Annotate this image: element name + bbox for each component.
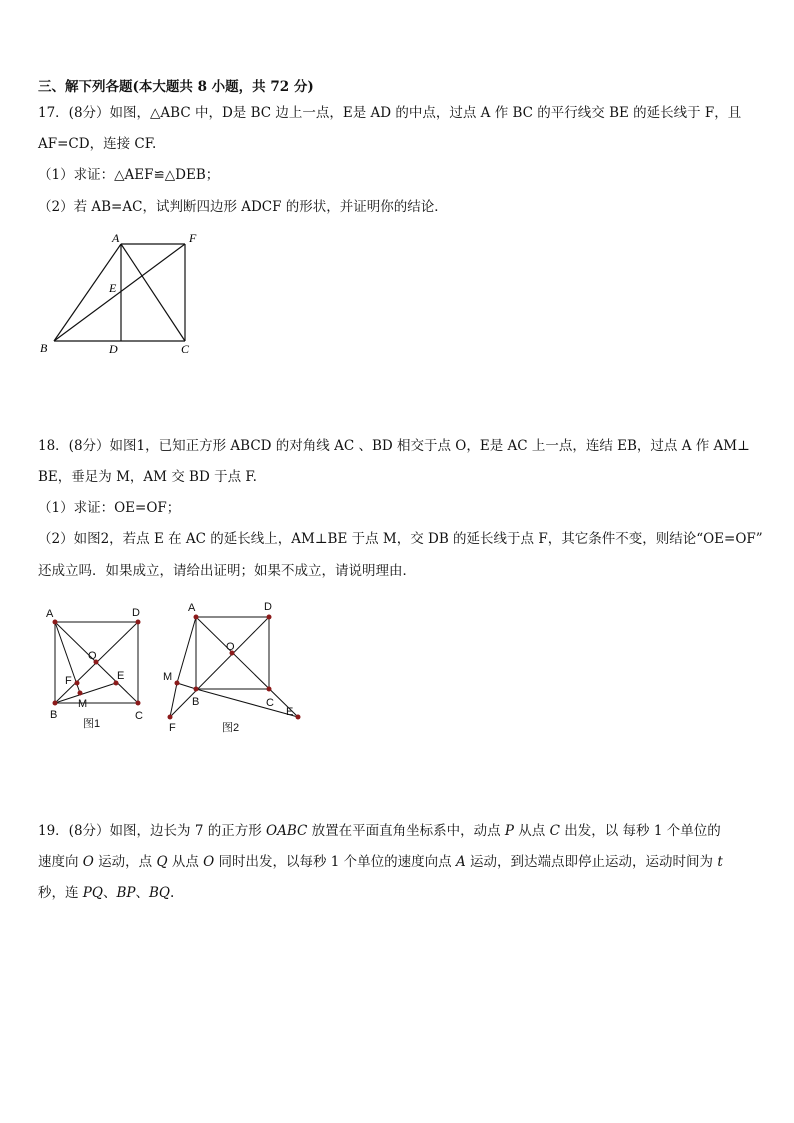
fig1-label-D: D (132, 607, 140, 619)
fig1-label-A: A (46, 608, 54, 620)
segment-MB (177, 683, 196, 689)
line-ACE (196, 617, 298, 717)
q19-text: 、 (135, 885, 149, 901)
q19-text: 19．(8分）如图，边长为 7 的正方形 (38, 823, 266, 839)
point-A-2 (194, 615, 199, 620)
line-DBF (170, 617, 269, 717)
q18-line2: BE，垂足为 M，AM 交 BD 于点 F. (38, 469, 257, 485)
label-D: D (109, 342, 118, 356)
q18-part2-line2: 还成立吗．如果成立，请给出证明；如果不成立，请说明理由． (38, 563, 416, 579)
segment-AM-2 (177, 617, 196, 683)
q17-part2: （2）若 AB=AC，试判断四边形 ADCF 的形状，并证明你的结论． (38, 199, 448, 215)
fig2-label-M: M (163, 671, 173, 683)
q19-var-OABC: OABC (266, 823, 308, 839)
q19-text: 放置在平面直角坐标系中，动点 (307, 823, 505, 839)
q19-text: 从点 (167, 854, 204, 870)
q17-part1: （1）求证：△AEF≌△DEB； (38, 167, 220, 183)
point-D-2 (267, 615, 272, 620)
q19-var-O: O (203, 854, 215, 870)
q19-text: 速度向 (38, 854, 83, 870)
fig1-label-C: C (135, 710, 143, 722)
q19-text: . (169, 885, 175, 901)
fig1-label-O: O (88, 650, 97, 662)
q19-var-Q: Q (156, 854, 168, 870)
fig2-label-E: E (286, 706, 294, 718)
q19-line1 (38, 822, 721, 840)
fig1-label-M: M (78, 698, 88, 710)
q19-var-P: P (504, 823, 515, 839)
fig1-caption: 图1 (83, 718, 101, 730)
q17-line1: 17．(8分）如图，△ABC 中，D是 BC 边上一点，E是 AD 的中点，过点 A 作 BC 的平行线交 BE 的延长线于 F，且 (38, 105, 742, 121)
q19-text: 运动，点 (93, 854, 157, 870)
fig2-label-O: O (226, 641, 235, 653)
fig2-label-B: B (192, 696, 200, 708)
q19-var-t: t (717, 854, 723, 870)
q19-var-PQ: PQ (82, 885, 103, 901)
q19-var-O: O (82, 854, 94, 870)
q18-part2-line1: （2）如图2，若点 E 在 AC 的延长线上，AM⊥BE 于点 M，交 DB 的延长线于点 F，其它条件不变，则结论“OE=OF” (38, 531, 763, 547)
fig1-label-F: F (65, 675, 72, 687)
fig2-label-A: A (188, 602, 196, 614)
q19-line2 (38, 853, 723, 871)
q19-line3 (38, 884, 174, 902)
q18-part1: （1）求证：OE=OF； (38, 500, 181, 516)
q19-text: 、 (102, 885, 117, 901)
q19-var-BP: BP (116, 885, 136, 901)
q19-text: 从点 (514, 823, 550, 839)
q19-var-A: A (455, 854, 466, 870)
segment-BE-2 (196, 689, 298, 717)
segment-MF (170, 683, 177, 717)
q19-var-C: C (549, 823, 560, 839)
q17-line2: AF=CD，连接 CF. (38, 136, 157, 152)
label-B: B (40, 341, 48, 355)
label-C: C (181, 342, 190, 356)
fig2-caption: 图2 (222, 722, 240, 734)
q19-text: 运动，到达端点即停止运动，运动时间为 (465, 854, 718, 870)
fig1-label-E: E (117, 670, 125, 682)
fig2-label-C: C (266, 697, 274, 709)
fig1-label-B: B (50, 709, 58, 721)
q19-text: 出发，以 每秒 1 个单位的 (559, 823, 721, 839)
point-M-2 (175, 681, 180, 686)
label-E: E (109, 281, 117, 295)
label-A: A (112, 231, 120, 245)
q18-line1: 18．(8分）如图1，已知正方形 ABCD 的对角线 AC 、BD 相交于点 O，E是 AC 上一点，连结 EB，过点 A 作 AM⊥ (38, 438, 750, 454)
fig2-label-F: F (169, 722, 176, 734)
q19-var-BQ: BQ (148, 885, 170, 901)
section-heading: 三、解下列各题(本大题共 8 小题，共 72 分) (38, 79, 314, 95)
fig2-label-D: D (264, 601, 272, 613)
point-C-2 (267, 687, 272, 692)
point-E-2 (296, 715, 301, 720)
label-F: F (189, 231, 197, 245)
point-F-2 (168, 715, 173, 720)
q19-text: 同时出发，以每秒 1 个单位的速度向点 (214, 854, 456, 870)
point-B-2 (194, 687, 199, 692)
q19-text: 秒，连 (38, 885, 83, 901)
